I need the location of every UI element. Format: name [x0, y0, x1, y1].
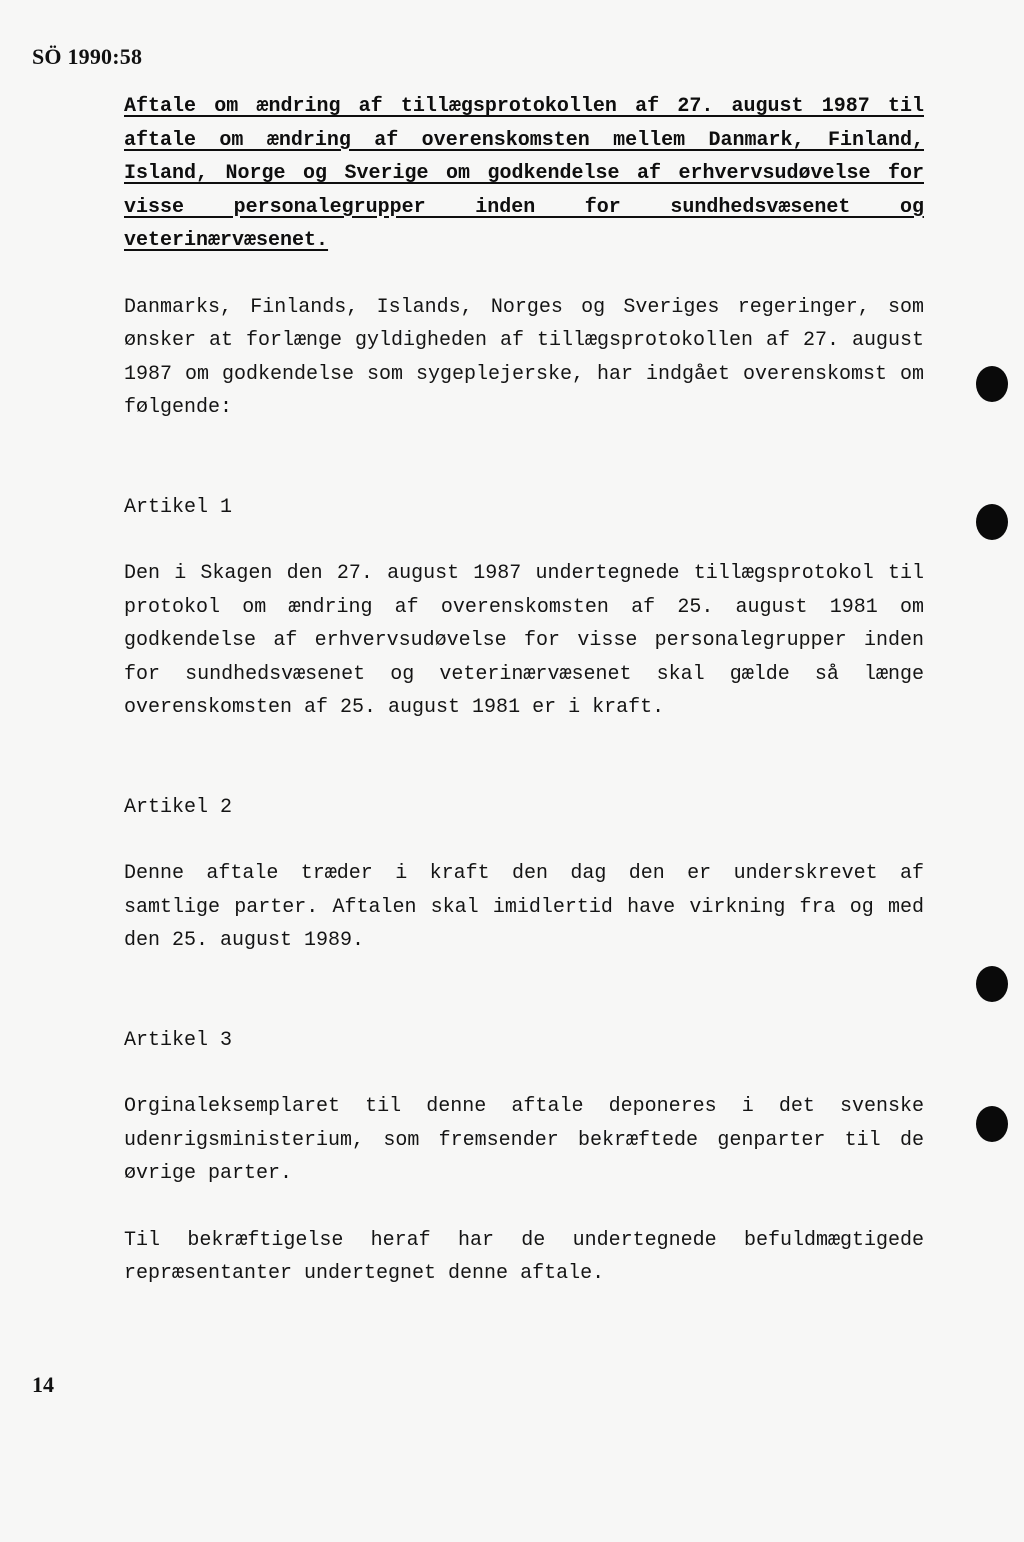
article-1 [124, 491, 924, 725]
spacer [124, 824, 924, 857]
spacer [124, 258, 924, 291]
spacer [124, 958, 924, 1024]
preamble-paragraph: Danmarks, Finlands, Islands, Norges og Sveriges regeringer, som ønsker at forlænge gyldigheden af tillægsprotokollen af 27. august 1987 om godkendelse som sygeplejerske, har indgået overenskomst om følgende: [124, 295, 924, 419]
article-text: Orginaleksemplaret til denne aftale deponeres i det svenske udenrigsministerium, som fremsender bekræftede genparter til de øvrige parter. [124, 1095, 924, 1185]
punch-hole-icon [976, 1106, 1008, 1142]
document-title: Aftale om ændring af tillægsprotokollen af 27. august 1987 til aftale om ændring af overenskomsten mellem Danmark, Finland, Island, Norge og Sverige om godkendelse af erhvervsudøvelse for visse personalegrupper inden for sundhedsvæsenet og veterinærvæsenet. [124, 95, 924, 252]
spacer [124, 524, 924, 557]
article-text: Denne aftale træder i kraft den dag den er underskrevet af samtlige parter. Aftalen skal imidlertid have virkning fra og med den 25. august 1989. [124, 862, 924, 952]
page-number: 14 [32, 1372, 54, 1397]
running-head: SÖ 1990:58 [32, 44, 143, 69]
punch-hole-icon [976, 504, 1008, 540]
punch-hole-icon [976, 366, 1008, 402]
spacer [124, 725, 924, 791]
article-2 [124, 791, 924, 958]
document-body [124, 90, 924, 1291]
spacer [124, 1191, 924, 1224]
closing-paragraph: Til bekræftigelse heraf har de undertegnede befuldmægtigede repræsentanter undertegnet denne aftale. [124, 1228, 924, 1285]
punch-hole-icon [976, 966, 1008, 1002]
article-heading: Artikel 3 [124, 1028, 233, 1052]
article-heading: Artikel 2 [124, 795, 233, 819]
article-heading: Artikel 1 [124, 495, 233, 519]
article-text: Den i Skagen den 27. august 1987 undertegnede tillægsprotokol til protokol om ændring af overenskomsten af 25. august 1981 om godkendelse af erhvervsudøvelse for visse personalegrupper inden for sundhedsvæsenet og veterinærvæsenet skal gælde så længe overenskomsten af 25. august 1981 er i kraft. [124, 562, 924, 719]
spacer [124, 425, 924, 491]
article-3 [124, 1024, 924, 1191]
spacer [124, 1057, 924, 1090]
